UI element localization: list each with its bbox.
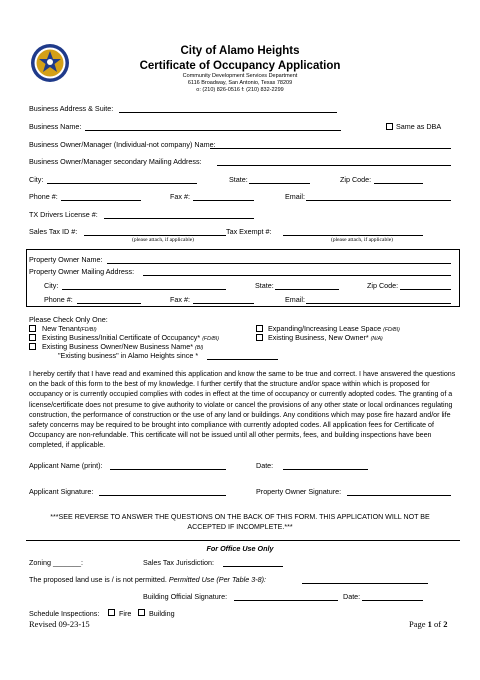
- tax-exempt-attach-note: (please attach, if applicable): [331, 237, 393, 243]
- existing-initial-co-label: Existing Business/Initial Certificate of Occupancy* (FD/BI): [42, 333, 219, 342]
- fire-inspection-label: Fire: [119, 609, 132, 618]
- building-official-field[interactable]: [234, 593, 338, 601]
- revised-date: Revised 09-23-15: [29, 619, 90, 629]
- business-address-label: Business Address & Suite:: [29, 104, 114, 113]
- owner-manager-field[interactable]: [210, 141, 451, 149]
- building-inspection-checkbox[interactable]: [138, 609, 145, 616]
- zoning-label: Zoning _______:: [29, 558, 83, 567]
- certification-paragraph: I hereby certify that I have read and examined this application and know the same to be true and correct. I have answered the questions on the back of this form to the best of my knowledge. I further certify that the structure and/or space within which is proposed for occupancy or is currently occupied complies with codes in effect at the time of occupancy or currently adopted codes. The granting of a license/certificate does not presume to give authority to violate or cancel the provisions of any other state or local ordinances regulating construction, the performance of construction or the use of any land or buildings. Any conditions which may pose fire hazard and/or life safety concerns may be required to be brought into compliance with currently adopted codes. All application fees for Certificate of Occupancy are non-refundable. This certificate will not be issued until all other permits, fees, and building inspections have been completed, if applicable.: [29, 370, 456, 450]
- tx-license-label: TX Drivers License #:: [29, 210, 98, 219]
- property-phone-label: Phone #:: [44, 295, 73, 304]
- tx-license-field[interactable]: [104, 211, 254, 219]
- official-date-label: Date:: [343, 592, 361, 601]
- land-use-label: The proposed land use is / is not permitted. Permitted Use (Per Table 3-8):: [29, 575, 267, 584]
- property-owner-mailing-field[interactable]: [143, 268, 451, 276]
- expanding-lease-checkbox[interactable]: [256, 325, 263, 332]
- page-number: Page 1 of 2: [409, 619, 448, 629]
- tax-exempt-label: Tax Exempt #:: [226, 227, 272, 236]
- zip-label: Zip Code:: [340, 175, 372, 184]
- property-state-label: State:: [255, 281, 274, 290]
- existing-new-owner-label: Existing Business, New Owner* (N/A): [268, 333, 383, 342]
- existing-since-label: "Existing business" in Alamo Heights since *: [58, 351, 199, 360]
- department-address: 6116 Broadway, San Antonio, Texas 78209: [187, 80, 293, 86]
- existing-since-field[interactable]: [207, 352, 278, 360]
- sales-tax-jurisdiction-label: Sales Tax Jurisdiction:: [143, 558, 214, 567]
- tax-exempt-field[interactable]: [283, 228, 423, 236]
- property-state-field[interactable]: [275, 282, 339, 290]
- property-zip-label: Zip Code:: [367, 281, 399, 290]
- applicant-name-label: Applicant Name (print):: [29, 461, 103, 470]
- property-phone-field[interactable]: [77, 296, 141, 304]
- phone-label: Phone #:: [29, 192, 58, 201]
- email-label: Email:: [285, 192, 305, 201]
- schedule-inspections-label: Schedule Inspections:: [29, 609, 100, 618]
- property-owner-mailing-label: Property Owner Mailing Address:: [29, 267, 135, 276]
- fax-field[interactable]: [193, 193, 254, 201]
- city-label: City:: [29, 175, 44, 184]
- phone-field[interactable]: [61, 193, 141, 201]
- check-one-heading: Please Check Only One:: [29, 315, 108, 324]
- same-as-dba-label: Same as DBA: [396, 122, 442, 131]
- applicant-date-label: Date:: [256, 461, 274, 470]
- fax-label: Fax #:: [170, 192, 190, 201]
- reverse-notice: ***SEE REVERSE TO ANSWER THE QUESTIONS ON THE BACK OF THIS FORM. THIS APPLICATION WILL NOT BE ACCEPTED IF INCOMPLETE.***: [50, 513, 430, 531]
- email-field[interactable]: [306, 193, 451, 201]
- sales-tax-attach-note: (please attach, if applicable): [132, 237, 194, 243]
- property-fax-field[interactable]: [193, 296, 254, 304]
- owner-manager-label: Business Owner/Manager (Individual-not company) Name:: [29, 140, 216, 149]
- state-label: State:: [229, 175, 248, 184]
- applicant-signature-label: Applicant Signature:: [29, 487, 94, 496]
- same-as-dba-checkbox[interactable]: [386, 123, 393, 130]
- secondary-mailing-field[interactable]: [217, 158, 451, 166]
- property-email-label: Email:: [285, 295, 305, 304]
- fire-inspection-checkbox[interactable]: [108, 609, 115, 616]
- building-inspection-label: Building: [149, 609, 175, 618]
- permitted-use-field[interactable]: [302, 576, 428, 584]
- owner-signature-label: Property Owner Signature:: [256, 487, 342, 496]
- office-use-heading: For Office Use Only: [206, 544, 274, 553]
- business-name-label: Business Name:: [29, 122, 82, 131]
- department-name: Community Development Services Department: [182, 73, 298, 79]
- existing-new-name-checkbox[interactable]: [29, 343, 36, 350]
- office-use-divider: [26, 540, 460, 541]
- applicant-signature-field[interactable]: [99, 488, 226, 496]
- existing-new-name-label: Existing Business Owner/New Business Name* (BI): [42, 342, 204, 351]
- building-official-label: Building Official Signature:: [143, 592, 228, 601]
- city-name: City of Alamo Heights: [180, 45, 300, 57]
- property-fax-label: Fax #:: [170, 295, 190, 304]
- expanding-lease-label: Expanding/Increasing Lease Space (FD/BI): [268, 324, 400, 333]
- new-tenant-label: New Tenant(FD/BI): [42, 324, 97, 333]
- owner-signature-field[interactable]: [347, 488, 451, 496]
- state-field[interactable]: [249, 176, 310, 184]
- property-city-field[interactable]: [62, 282, 226, 290]
- business-address-field[interactable]: [119, 105, 337, 113]
- form-title: Certificate of Occupancy Application: [139, 60, 341, 72]
- existing-initial-co-checkbox[interactable]: [29, 334, 36, 341]
- official-date-field[interactable]: [362, 593, 423, 601]
- property-email-field[interactable]: [306, 296, 451, 304]
- applicant-date-field[interactable]: [283, 462, 368, 470]
- zip-field[interactable]: [374, 176, 423, 184]
- sales-tax-id-label: Sales Tax ID #:: [29, 227, 78, 236]
- property-zip-field[interactable]: [400, 282, 451, 290]
- new-tenant-checkbox[interactable]: [29, 325, 36, 332]
- sales-tax-jurisdiction-field[interactable]: [223, 559, 283, 567]
- existing-new-owner-checkbox[interactable]: [256, 334, 263, 341]
- secondary-mailing-label: Business Owner/Manager secondary Mailing Address:: [29, 157, 202, 166]
- property-owner-name-field[interactable]: [107, 256, 451, 264]
- sales-tax-id-field[interactable]: [84, 228, 226, 236]
- applicant-name-field[interactable]: [110, 462, 226, 470]
- city-field[interactable]: [47, 176, 197, 184]
- property-city-label: City:: [44, 281, 59, 290]
- department-phone-fax: o: (210) 826-0516 f: (210) 832-2299: [196, 87, 284, 93]
- property-owner-name-label: Property Owner Name:: [29, 255, 103, 264]
- business-name-field[interactable]: [85, 123, 341, 131]
